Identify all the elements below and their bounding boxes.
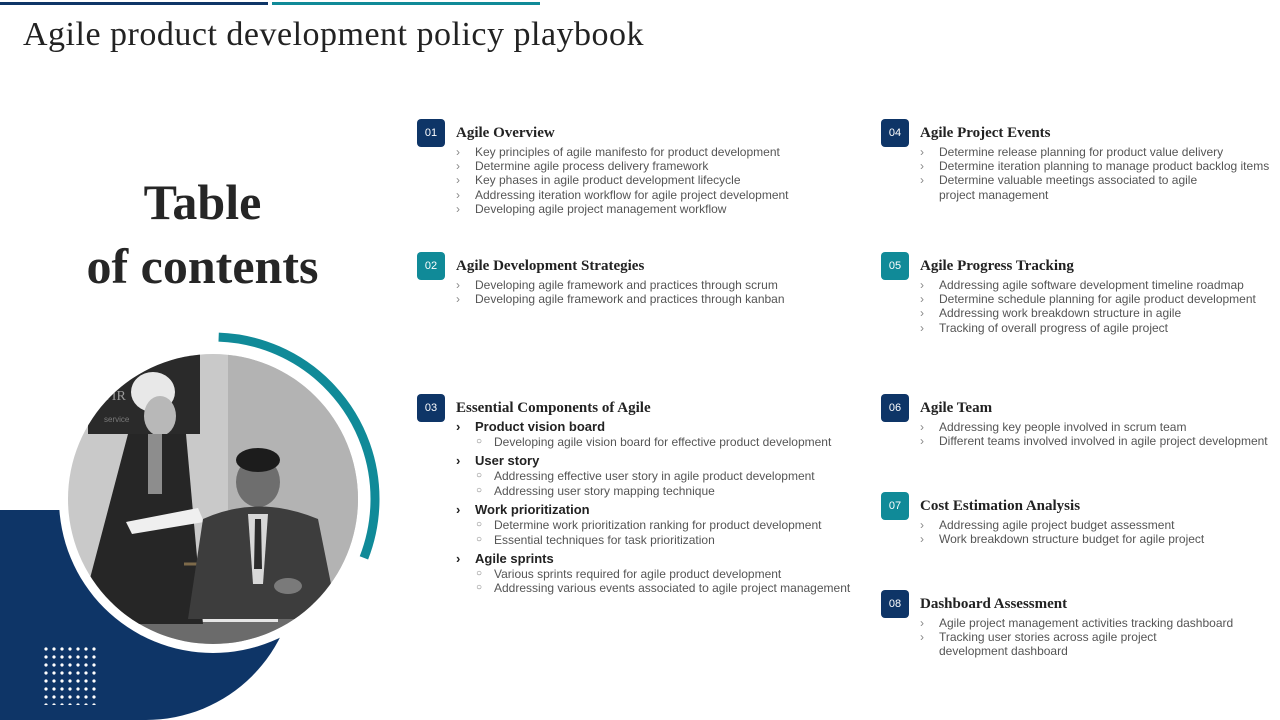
subsection (456, 502, 850, 551)
section-group-list (456, 419, 850, 600)
list-item: › Addressing work breakdown structure in agile (920, 306, 1182, 321)
section-number-badge: 01 (417, 119, 445, 147)
list-item: ○ Addressing effective user story in agile product development (476, 469, 815, 484)
chevron-right-icon: › (456, 292, 460, 307)
section-number-badge: 02 (417, 252, 445, 280)
circle-outline-icon: ○ (476, 568, 483, 580)
section-number-badge: 07 (881, 492, 909, 520)
section-number-badge: 06 (881, 394, 909, 422)
list-item-continuation: development dashboard (939, 644, 1068, 659)
chevron-right-icon: › (920, 616, 924, 630)
chevron-right-icon: › (456, 502, 461, 518)
chevron-right-icon: › (456, 201, 460, 216)
list-item: › Developing agile framework and practices through kanban (456, 292, 785, 307)
chevron-right-icon: › (920, 630, 924, 645)
section-number-badge: 04 (881, 119, 909, 147)
list-item: › Determine valuable meetings associated to agile (920, 173, 1198, 188)
chevron-right-icon: › (920, 420, 924, 434)
circle-outline-icon: ○ (476, 519, 483, 531)
chevron-right-icon: › (456, 278, 460, 292)
list-item: ○ Essential techniques for task prioritization (476, 532, 715, 547)
chevron-right-icon: › (920, 278, 924, 292)
section-item-list (920, 145, 1269, 202)
section-item-list (920, 278, 1256, 335)
list-item: › Addressing key people involved in scrum team (920, 420, 1187, 434)
chevron-right-icon: › (456, 173, 460, 188)
list-item: › Tracking of overall progress of agile project (920, 320, 1168, 335)
subsection-item-list (456, 469, 850, 502)
list-item: ○ Addressing various events associated to agile project management (476, 581, 851, 596)
list-item: › Key phases in agile product development lifecycle (456, 173, 741, 188)
chevron-right-icon: › (456, 159, 460, 174)
list-item: › Tracking user stories across agile project (920, 630, 1157, 645)
chevron-right-icon: › (456, 453, 461, 469)
subsection (456, 419, 850, 453)
chevron-right-icon: › (920, 320, 924, 335)
section-title: Agile Project Events (920, 125, 1051, 141)
section-number-badge: 05 (881, 252, 909, 280)
list-item: › Addressing iteration workflow for agile project development (456, 187, 789, 202)
section-title: Agile Progress Tracking (920, 258, 1074, 274)
section-item-list (456, 278, 785, 306)
subsection-title: › User story (456, 453, 540, 469)
chevron-right-icon: › (456, 551, 461, 567)
list-item: › Key principles of agile manifesto for product development (456, 145, 780, 159)
section-title: Agile Team (920, 400, 993, 416)
circle-outline-icon: ○ (476, 582, 483, 594)
subsection-title: › Work prioritization (456, 502, 590, 518)
photo-sign-subtext: service (104, 415, 130, 424)
section-title: Agile Overview (456, 125, 555, 141)
list-item: › Determine agile process delivery framework (456, 159, 709, 174)
list-item: ○ Addressing user story mapping technique (476, 483, 715, 498)
list-item: ○ Determine work prioritization ranking for product development (476, 518, 822, 533)
list-item: › Determine schedule planning for agile product development (920, 292, 1256, 307)
subsection-title: › Agile sprints (456, 551, 554, 567)
subsection (456, 551, 850, 600)
chevron-right-icon: › (456, 419, 461, 434)
circle-outline-icon: ○ (476, 436, 483, 447)
chevron-right-icon: › (920, 145, 924, 159)
subsection-title: › Product vision board (456, 419, 606, 434)
chevron-right-icon: › (920, 159, 924, 174)
list-item: › Work breakdown structure budget for agile project (920, 532, 1205, 547)
section-title: Dashboard Assessment (920, 596, 1068, 612)
section-number-badge: 03 (417, 394, 445, 422)
list-item: › Determine iteration planning to manage product backlog items (920, 159, 1270, 174)
toc-heading-line2: of contents (86, 238, 319, 294)
subsection-item-list (456, 567, 850, 600)
section-item-list (920, 420, 1268, 448)
section-title: Cost Estimation Analysis (920, 498, 1081, 514)
list-item: › Developing agile framework and practices through scrum (456, 278, 778, 292)
subsection-item-list (456, 518, 850, 551)
list-item: › Different teams involved involved in agile project development (920, 434, 1268, 449)
subsection-item-list (456, 435, 850, 453)
chevron-right-icon: › (920, 518, 924, 532)
section-item-list (920, 518, 1204, 546)
chevron-right-icon: › (920, 306, 924, 321)
section-title: Agile Development Strategies (456, 258, 645, 274)
chevron-right-icon: › (920, 434, 924, 449)
chevron-right-icon: › (456, 187, 460, 202)
list-item: › Agile project management activities tracking dashboard (920, 616, 1234, 630)
page-title: Agile product development policy playbook (23, 16, 645, 53)
chevron-right-icon: › (456, 145, 460, 159)
section-number-badge: 08 (881, 590, 909, 618)
list-item: ○ Various sprints required for agile product development (476, 567, 782, 582)
circle-outline-icon: ○ (476, 470, 483, 482)
subsection (456, 453, 850, 502)
list-item-continuation: project management (939, 187, 1049, 202)
photo-sign-text: FIR (104, 389, 126, 404)
list-item: › Addressing agile project budget assessment (920, 518, 1175, 532)
chevron-right-icon: › (920, 292, 924, 307)
list-item: › Addressing agile software development timeline roadmap (920, 278, 1244, 292)
list-item: ○ Developing agile vision board for effective product development (476, 435, 832, 449)
circle-outline-icon: ○ (476, 533, 483, 545)
toc-heading-line1: Table (143, 174, 262, 230)
section-title: Essential Components of Agile (456, 400, 651, 416)
chevron-right-icon: › (920, 532, 924, 547)
circle-outline-icon: ○ (476, 484, 483, 496)
business-meeting-photo (68, 354, 358, 644)
section-item-list (456, 145, 789, 216)
list-item: › Determine release planning for product value delivery (920, 145, 1224, 159)
section-item-list (920, 616, 1233, 659)
list-item: › Developing agile project management workflow (456, 201, 727, 216)
chevron-right-icon: › (920, 173, 924, 188)
